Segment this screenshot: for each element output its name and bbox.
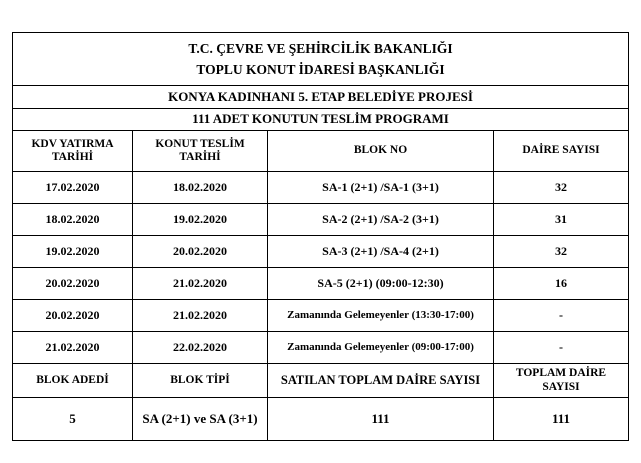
block-no-cell: SA-2 (2+1) /SA-2 (3+1): [268, 204, 494, 236]
block-no-cell: Zamanında Gelemeyenler (09:00-17:00): [268, 332, 494, 364]
kdv-date-cell: 20.02.2020: [13, 268, 133, 300]
project-title: KONYA KADINHANI 5. ETAP BELEDİYE PROJESİ: [13, 86, 629, 109]
summary-value-row: [13, 398, 629, 441]
kdv-date-cell: 21.02.2020: [13, 332, 133, 364]
block-no-cell: SA-1 (2+1) /SA-1 (3+1): [268, 172, 494, 204]
table-row: [13, 300, 629, 332]
kdv-date-cell: 20.02.2020: [13, 300, 133, 332]
unit-count-cell: 31: [494, 204, 629, 236]
unit-count-cell: 32: [494, 172, 629, 204]
delivery-date-cell: 22.02.2020: [133, 332, 268, 364]
delivery-date-cell: 21.02.2020: [133, 268, 268, 300]
program-title: 111 ADET KONUTUN TESLİM PROGRAMI: [13, 109, 629, 131]
ministry-header-cell: [13, 33, 629, 86]
unit-count-cell: -: [494, 332, 629, 364]
delivery-date-cell: 20.02.2020: [133, 236, 268, 268]
project-title-row: [13, 86, 629, 109]
delivery-date-cell: 19.02.2020: [133, 204, 268, 236]
summary-label-block-count: BLOK ADEDİ: [13, 364, 133, 398]
column-header-block-no: BLOK NO: [268, 131, 494, 172]
ministry-name: T.C. ÇEVRE VE ŞEHİRCİLİK BAKANLIĞI: [188, 41, 453, 57]
block-no-cell: Zamanında Gelemeyenler (13:30-17:00): [268, 300, 494, 332]
summary-value-total-sold: 111: [268, 398, 494, 441]
delivery-date-cell: 21.02.2020: [133, 300, 268, 332]
table-row: [13, 236, 629, 268]
delivery-date-cell: 18.02.2020: [133, 172, 268, 204]
administration-name: TOPLU KONUT İDARESİ BAŞKANLIĞI: [196, 62, 445, 77]
summary-label-block-type: BLOK TİPİ: [133, 364, 268, 398]
kdv-date-cell: 17.02.2020: [13, 172, 133, 204]
ministry-header-row: [13, 33, 629, 86]
table-row: [13, 332, 629, 364]
summary-value-block-type: SA (2+1) ve SA (3+1): [133, 398, 268, 441]
delivery-schedule-document: [12, 32, 628, 441]
column-header-row: [13, 131, 629, 172]
delivery-schedule-table: [12, 32, 629, 441]
table-row: [13, 172, 629, 204]
summary-label-total-sold: SATILAN TOPLAM DAİRE SAYISI: [268, 364, 494, 398]
unit-count-cell: 32: [494, 236, 629, 268]
summary-label-total-units: TOPLAM DAİRE SAYISI: [494, 364, 629, 398]
column-header-delivery-date: KONUT TESLİM TARİHİ: [133, 131, 268, 172]
block-no-cell: SA-5 (2+1) (09:00-12:30): [268, 268, 494, 300]
summary-value-total-units: 111: [494, 398, 629, 441]
kdv-date-cell: 19.02.2020: [13, 236, 133, 268]
summary-value-block-count: 5: [13, 398, 133, 441]
unit-count-cell: 16: [494, 268, 629, 300]
kdv-date-cell: 18.02.2020: [13, 204, 133, 236]
table-row: [13, 268, 629, 300]
table-row: [13, 204, 629, 236]
column-header-unit-count: DAİRE SAYISI: [494, 131, 629, 172]
column-header-kdv-date: KDV YATIRMA TARİHİ: [13, 131, 133, 172]
block-no-cell: SA-3 (2+1) /SA-4 (2+1): [268, 236, 494, 268]
unit-count-cell: -: [494, 300, 629, 332]
summary-header-row: [13, 364, 629, 398]
program-title-row: [13, 109, 629, 131]
